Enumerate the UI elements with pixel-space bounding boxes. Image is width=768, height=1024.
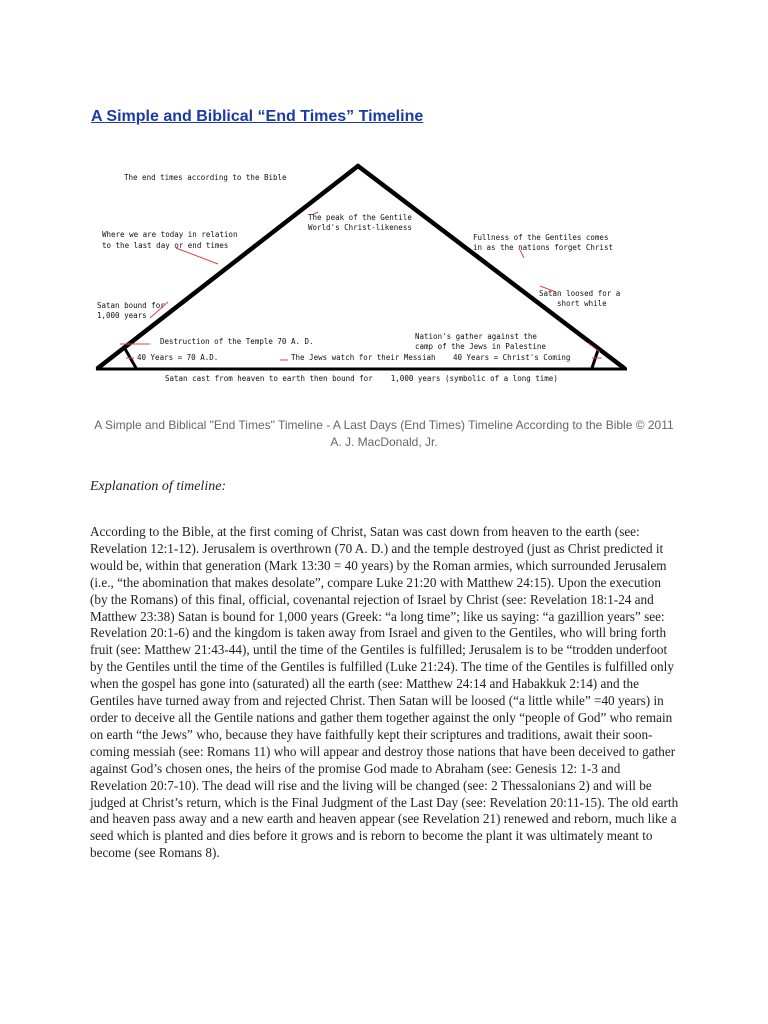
label-jews-watch: The Jews watch for their Messiah (291, 353, 436, 362)
label-peak-2: World's Christ-likeness (308, 223, 412, 232)
page-title[interactable]: A Simple and Biblical “End Times” Timeline (91, 108, 424, 125)
label-loosed-1: Satan loosed for a (539, 289, 621, 298)
label-peak-1: The peak of the Gentile (308, 213, 412, 222)
label-fullness-2: in as the nations forget Christ (473, 243, 613, 252)
label-end-times: The end times according to the Bible (124, 173, 287, 182)
label-forty-right: 40 Years = Christ's Coming (453, 353, 571, 362)
label-destruction: Destruction of the Temple 70 A. D. (160, 337, 314, 346)
label-forty-left: 40 Years = 70 A.D. (137, 353, 219, 362)
explanation-heading: Explanation of timeline: (90, 479, 227, 494)
label-where-1: Where we are today in relation (102, 230, 238, 239)
label-fullness-1: Fullness of the Gentiles comes (473, 233, 609, 242)
timeline-diagram (0, 0, 768, 420)
explanation-body: According to the Bible, at the first coming of Christ, Satan was cast down from heaven to the earth (see: Revelation 12:1-12). Jerusalem is overthrown (70 A. D.) and the temple destroyed (just as Christ predicted it would be, within that generation (Mark 13:30 = 40 years) by the Roman armies, which surrounded Jerusalem (i.e., “the abomination that makes desolate”, compare Luke 21:20 with Matthew 24:15). Upon the execution (by the Romans) of this final, official, covenantal rejection of Israel by Christ (see: Revelation 18:1-24 and Matthew 23:38) Satan is bound for 1,000 years (Greek: “a long time”; like us saying: “a gazillion years” see: Revelation 20:1-6) and the kingdom is taken away from Israel and given to the Gentiles, who will bring forth fruit (see: Matthew 21:43-44), until the time of the Gentiles is fulfilled; Jerusalem is to be “trodden underfoot by the Gentiles until the time of the Gentiles is fulfilled (Luke 21:24). The time of the Gentiles is fulfilled only when the gospel has gone into (saturated) all the earth (see: Matthew 24:14 and Habakkuk 2:14) and the Gentiles have turned away from and rejected Christ. Then Satan will be loosed (“a little while” =40 years) in order to deceive all the Gentile nations and gather them together against the only “people of God” who remain on earth “the Jews” who, because they have faithfully kept their scriptures and traditions, await their soon-coming messiah (see: Romans 11) who will appear and destroy those nations that have been deceived to gather against God’s chosen ones, the heirs of the promise God made to Abraham (see: Genesis 12: 1-3 and Revelation 20:7-10). The dead will rise and the living will be changed (see: 2 Thessalonians 2) and will be judged at Christ’s return, which is the Final Judgment of the Last Day (see: Revelation 20:11-15). The old earth and heaven pass away and a new earth and heaven appear (see Revelation 21) renewed and reborn, much like a seed which is planted and dies before it grows and is reborn to become the plant it was ultimately meant to become (see Romans 8). (90, 524, 679, 861)
label-where-2: to the last day or end times (102, 241, 229, 250)
figure-caption: A Simple and Biblical "End Times" Timeline - A Last Days (End Times) Timeline According to the Bible © 2011 A. J. MacDonald, Jr. (94, 418, 674, 449)
label-bound-2: 1,000 years (97, 311, 147, 320)
label-loosed-2: short while (557, 299, 607, 308)
label-gather-1: Nation's gather against the (415, 332, 537, 341)
label-bound-1: Satan bound for (97, 301, 165, 310)
label-gather-2: camp of the Jews in Palestine (415, 342, 546, 351)
label-baseline: Satan cast from heaven to earth then bound for 1,000 years (symbolic of a long time) (165, 374, 558, 383)
pointer-where (176, 248, 218, 264)
